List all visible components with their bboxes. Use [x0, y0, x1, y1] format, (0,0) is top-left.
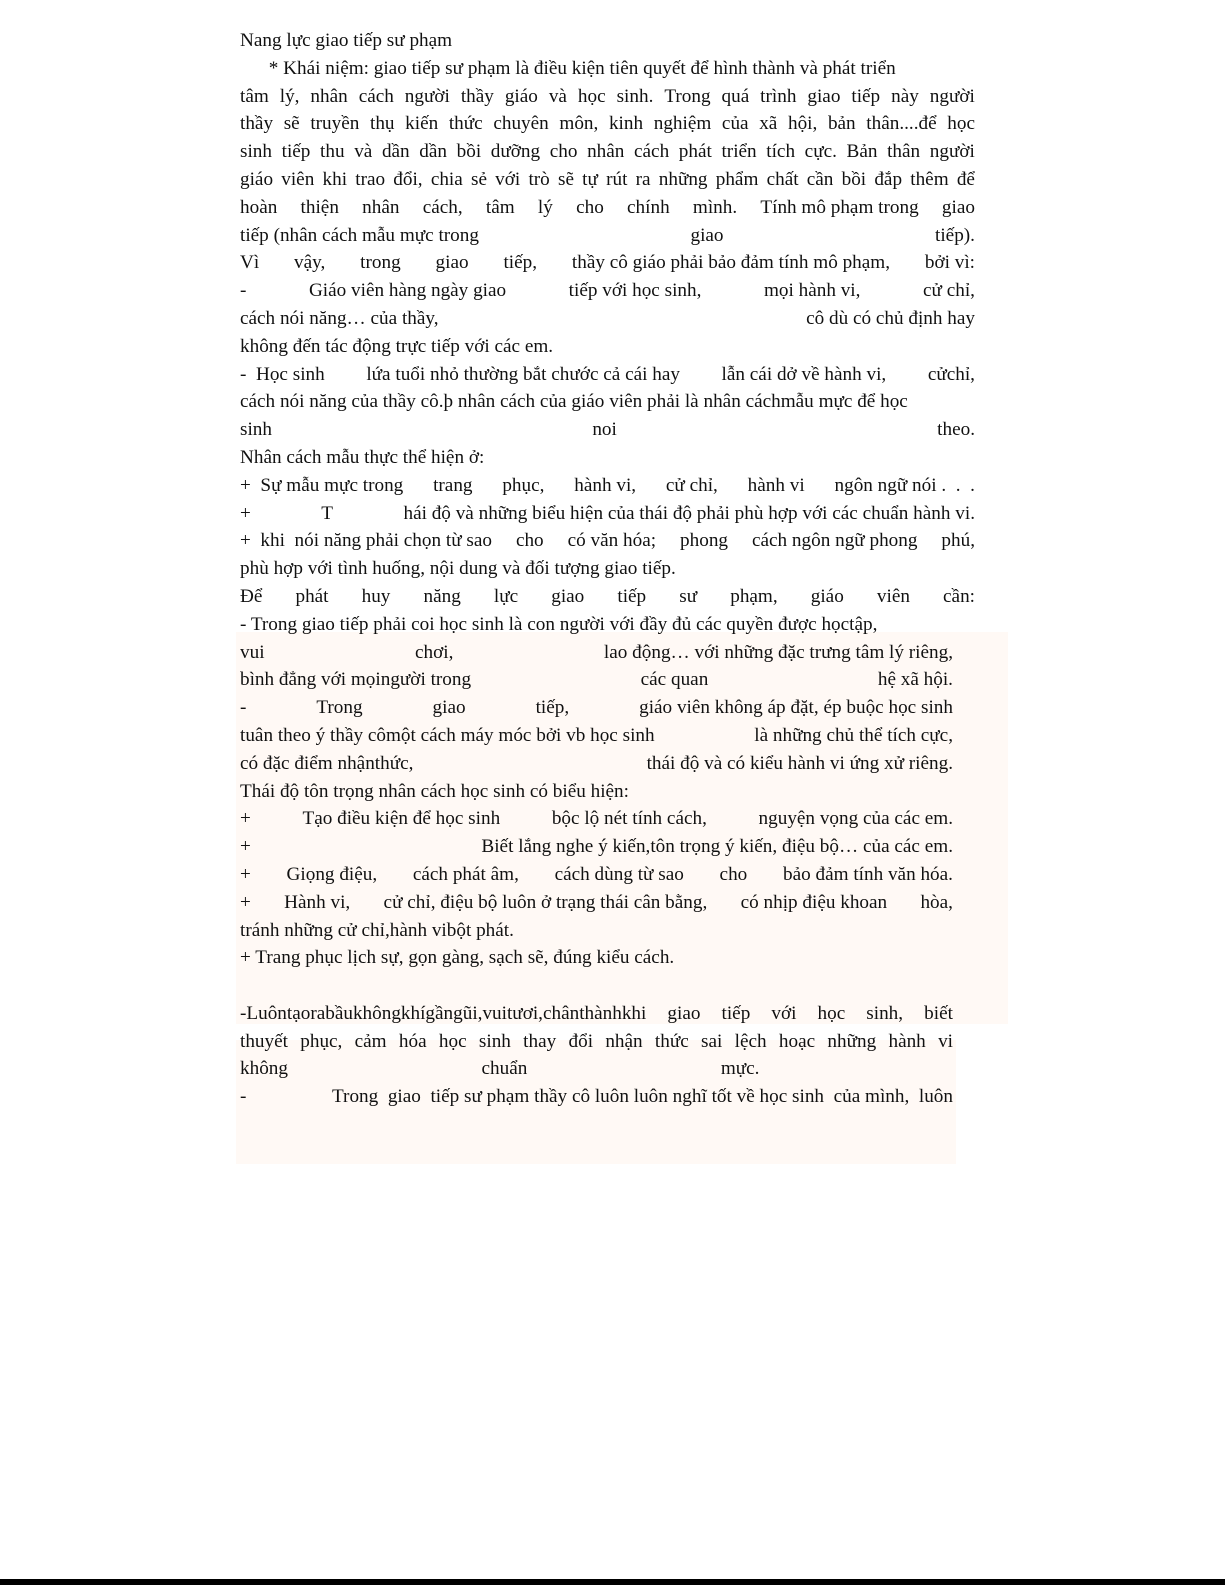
text-segment: viên: [876, 585, 910, 607]
text-segment: Vì: [240, 252, 260, 274]
text-segment: là những chủ thể tích cực,: [754, 724, 953, 746]
text-segment: vi: [938, 1030, 953, 1052]
text-segment: thuyết: [240, 1030, 288, 1052]
text-line: [240, 527, 975, 555]
text-segment: học: [438, 1030, 467, 1052]
text-segment: sinh: [240, 419, 272, 441]
text-segment: phong: [680, 530, 729, 552]
text-segment: hóa: [398, 1030, 427, 1052]
text-segment: của: [721, 113, 749, 135]
text-segment: tự: [582, 168, 598, 190]
text-line: [240, 583, 975, 611]
text-segment: cực.: [804, 141, 837, 163]
text-segment: hành: [888, 1030, 926, 1052]
text-line: [240, 639, 953, 667]
text-segment: lao động… với những đặc trưng tâm lý riêng,: [603, 641, 953, 663]
text-segment: quá: [721, 85, 750, 107]
text-line: [240, 833, 953, 861]
text-segment: hội,: [787, 113, 818, 135]
text-segment: tiếp: [721, 1002, 751, 1024]
page-bottom-border: [0, 1579, 1225, 1585]
text-segment: cảm: [354, 1030, 387, 1052]
text-segment: trao: [355, 168, 386, 190]
text-line: [240, 861, 953, 889]
text-segment: sinh.: [616, 85, 654, 107]
text-segment: với: [771, 1002, 797, 1024]
text-segment: Thái độ tôn trọng nhân cách học sinh có biểu hiện:: [240, 780, 629, 802]
text-segment: bởi vì:: [924, 252, 975, 274]
text-line: [240, 166, 975, 194]
text-segment: người: [929, 85, 975, 107]
text-segment: cách nói năng của thầy cô.þ nhân cách của giáo viên phải là nhân cáchmẫu mực để học: [240, 391, 908, 413]
text-segment: tiếp,: [535, 697, 570, 719]
text-segment: giáo viên không áp đặt, ép buộc học sinh: [639, 697, 953, 719]
text-segment: thêm: [910, 168, 949, 190]
text-segment: cách dùng từ sao: [554, 863, 684, 885]
text-segment: với: [495, 168, 521, 190]
text-segment: Trong: [664, 85, 711, 107]
text-segment: những: [658, 168, 708, 190]
text-segment: Tính mô phạm trong: [760, 196, 919, 218]
text-segment: người: [929, 141, 975, 163]
text-segment: bảo đảm tính văn hóa.: [782, 863, 953, 885]
text-segment: mình.: [692, 196, 738, 218]
text-segment: dần: [381, 141, 410, 163]
text-segment: cần: [806, 168, 834, 190]
text-segment: biết: [924, 1002, 953, 1024]
text-segment: rút: [606, 168, 628, 190]
text-segment: T: [321, 502, 334, 524]
text-segment: có đặc điểm nhậnthức,: [240, 752, 414, 774]
text-segment: bình đẳng với mọingười trong: [240, 669, 472, 691]
text-line: [240, 917, 975, 945]
text-segment: có văn hóa;: [567, 530, 657, 552]
text-segment: trò: [528, 168, 550, 190]
text-segment: thụ: [369, 113, 395, 135]
text-segment: thái độ và có kiểu hành vi ứng xử riêng.: [646, 752, 953, 774]
text-segment: và: [548, 85, 567, 107]
text-segment: phú,: [941, 530, 975, 552]
text-segment: bản: [827, 113, 856, 135]
text-segment: những: [827, 1030, 877, 1052]
text-segment: thu: [320, 141, 345, 163]
text-segment: học: [817, 1002, 846, 1024]
document-body: [240, 27, 975, 1111]
text-segment: cần:: [943, 585, 975, 607]
text-segment: đổi,: [393, 168, 423, 190]
text-line: [240, 110, 975, 138]
text-segment: cách,: [422, 196, 463, 218]
text-segment: giao: [667, 1002, 701, 1024]
text-segment: cử chỉ, điệu bộ luôn ở trạng thái cân bằng,: [383, 891, 708, 913]
text-segment: +: [240, 891, 251, 913]
text-segment: mực.: [720, 1058, 760, 1080]
text-line: [240, 277, 975, 305]
text-segment: Biết lắng nghe ý kiến,tôn trọng ý kiến, điệu bộ… của các em.: [481, 836, 953, 858]
text-segment: thầy: [460, 85, 494, 107]
text-segment: +: [240, 502, 251, 524]
text-line: [240, 27, 975, 55]
text-line: [240, 694, 953, 722]
text-segment: giáo: [504, 85, 538, 107]
text-segment: ra: [635, 168, 651, 190]
text-segment: Nhân cách mẫu thực thể hiện ở:: [240, 446, 485, 468]
text-segment: cho: [549, 141, 578, 163]
text-line: [240, 194, 975, 222]
text-line: [240, 444, 975, 472]
text-segment: giao: [690, 224, 724, 246]
text-segment: này: [891, 85, 919, 107]
text-segment: bồi: [456, 141, 482, 163]
text-segment: tiếp với học sinh,: [568, 280, 702, 302]
text-segment: giao: [941, 196, 975, 218]
text-segment: Giọng điệu,: [286, 863, 378, 885]
text-segment: trình: [760, 85, 797, 107]
text-segment: cử chỉ,: [665, 474, 718, 496]
text-segment: tránh những cử chỉ,hành vibột phát.: [240, 919, 514, 941]
text-segment: phạm,: [730, 585, 778, 607]
text-segment: +: [240, 863, 251, 885]
text-segment: tiếp).: [935, 224, 975, 246]
text-line: [240, 55, 975, 83]
text-segment: hoàn: [240, 196, 278, 218]
text-segment: dưỡng: [490, 141, 541, 163]
text-segment: cách: [634, 141, 670, 163]
text-segment: thầy: [240, 113, 274, 135]
text-segment: kinh: [608, 113, 644, 135]
text-segment: không: [240, 1058, 288, 1080]
text-segment: nhận: [605, 1030, 643, 1052]
text-segment: -: [240, 1086, 247, 1108]
text-segment: chính: [627, 196, 670, 218]
text-line: [240, 944, 975, 972]
text-segment: hái độ và những biểu hiện của thái độ phải phù hợp với các chuẩn hành vi.: [403, 502, 975, 524]
text-line: [240, 1055, 953, 1083]
text-segment: cửchỉ,: [927, 363, 975, 385]
text-line: [240, 388, 975, 416]
text-segment: giáo: [810, 585, 844, 607]
text-segment: Nang lực giao tiếp sư phạm: [240, 30, 453, 51]
text-segment: thân: [887, 141, 921, 163]
text-segment: sẽ: [557, 168, 574, 190]
text-segment: có nhịp điệu khoan: [740, 891, 888, 913]
text-segment: thức: [654, 1030, 689, 1052]
text-segment: cho: [719, 863, 748, 885]
text-segment: hành vi: [747, 474, 805, 496]
text-segment: và: [354, 141, 373, 163]
text-segment: giao: [432, 697, 466, 719]
text-segment: cô dù có chủ định hay: [806, 307, 975, 329]
text-segment: bộc lộ nét tính cách,: [551, 808, 707, 830]
text-line: [240, 305, 975, 333]
text-segment: thân....để: [866, 113, 937, 135]
text-line: [240, 249, 975, 277]
text-segment: Trong: [316, 697, 363, 719]
text-segment: hòa,: [920, 891, 953, 913]
text-segment: sinh: [240, 141, 272, 163]
text-segment: xã: [759, 113, 778, 135]
text-segment: cho: [576, 196, 604, 218]
text-segment: năng: [423, 585, 461, 607]
text-segment: -: [240, 697, 247, 719]
text-segment: tiếp,: [503, 252, 538, 274]
text-segment: Trong giao tiếp sư phạm thầy cô luôn luôn nghĩ tốt về học sinh của mình, luôn: [332, 1086, 953, 1108]
text-segment: cách: [358, 85, 394, 107]
text-segment: sẽ: [283, 113, 300, 135]
text-segment: + khi nói năng phải chọn từ sao: [240, 530, 492, 552]
text-segment: lẫn cái dở về hành vi,: [721, 363, 887, 385]
text-segment: hoạc: [778, 1030, 816, 1052]
text-segment: môn,: [559, 113, 599, 135]
text-segment: chia: [430, 168, 463, 190]
text-line: [240, 222, 975, 250]
text-segment: lý: [537, 196, 553, 218]
text-segment: tiếp: [851, 85, 881, 107]
text-segment: bồi: [841, 168, 867, 190]
text-line: [240, 972, 975, 1000]
text-segment: lực: [493, 585, 519, 607]
text-segment: giao: [551, 585, 585, 607]
text-segment: +: [240, 836, 251, 858]
text-line: [240, 1083, 953, 1111]
text-segment: khi: [322, 168, 348, 190]
text-segment: thay: [523, 1030, 557, 1052]
text-segment: cho: [515, 530, 544, 552]
text-segment: tâm: [485, 196, 515, 218]
text-segment: nghiệm: [653, 113, 712, 135]
text-segment: - Học sinh: [240, 363, 325, 385]
text-segment: noi: [592, 419, 617, 441]
text-segment: phù hợp với tình huống, nội dung và đối tượng giao tiếp.: [240, 558, 676, 580]
text-segment: ngôn ngữ nói . . .: [834, 474, 975, 496]
text-segment: đổi: [568, 1030, 594, 1052]
text-segment: phẩm: [715, 168, 759, 190]
text-segment: đắp: [874, 168, 903, 190]
text-segment: * Khái niệm: giao tiếp sư phạm là điều kiện tiên quyết để hình thành và phát triển: [240, 57, 896, 79]
text-segment: cách phát âm,: [412, 863, 519, 885]
text-segment: Giáo viên hàng ngày giao: [308, 280, 507, 302]
text-line: [240, 666, 953, 694]
text-segment: -: [240, 280, 247, 302]
text-segment: tuân theo ý thầy cômột cách máy móc bởi vb học sinh: [240, 724, 655, 746]
text-segment: chơi,: [415, 641, 454, 663]
text-line: [240, 889, 953, 917]
text-segment: sẻ: [470, 168, 487, 190]
text-segment: -Luôntạorabầukhôngkhígầngũi,vuitươi,chânthànhkhi: [240, 1002, 647, 1024]
text-segment: +: [240, 808, 251, 830]
text-segment: chuyên: [493, 113, 549, 135]
text-segment: tích: [766, 141, 796, 163]
text-segment: thầy cô giáo phải bảo đảm tính mô phạm,: [571, 252, 891, 274]
text-line: [240, 611, 953, 639]
text-segment: người: [404, 85, 450, 107]
text-segment: mọi hành vi,: [763, 280, 861, 302]
text-segment: nguyện vọng của các em.: [758, 808, 953, 830]
text-segment: phát: [295, 585, 329, 607]
text-segment: triển: [721, 141, 757, 163]
text-segment: Bản: [846, 141, 878, 163]
text-segment: truyền: [310, 113, 360, 135]
text-segment: tiếp (nhân cách mẫu mực trong: [240, 224, 479, 246]
text-segment: viên: [281, 168, 315, 190]
text-segment: Tạo điều kiện để học sinh: [302, 808, 501, 830]
text-segment: cách ngôn ngữ phong: [751, 530, 918, 552]
text-segment: huy: [361, 585, 391, 607]
text-segment: Hành vi,: [284, 891, 351, 913]
text-segment: phục,: [300, 1030, 343, 1052]
text-segment: cách nói năng… của thầy,: [240, 307, 439, 329]
text-segment: vậy,: [294, 252, 326, 274]
text-segment: sinh: [478, 1030, 511, 1052]
text-line: [240, 1028, 953, 1056]
text-line: [240, 500, 975, 528]
text-segment: kiến: [405, 113, 439, 135]
text-segment: sai: [701, 1030, 723, 1052]
text-segment: theo.: [937, 419, 975, 441]
text-line: [240, 1000, 953, 1028]
text-segment: để: [956, 168, 975, 190]
text-segment: - Trong giao tiếp phải coi học sinh là con người với đầy đủ các quyền được họctập,: [240, 613, 878, 635]
text-line: [240, 416, 975, 444]
text-line: [240, 472, 975, 500]
text-line: [240, 333, 975, 361]
text-segment: sư: [679, 585, 698, 607]
text-line: [240, 138, 975, 166]
text-line: [240, 555, 975, 583]
text-segment: giao: [435, 252, 469, 274]
text-segment: học: [947, 113, 975, 135]
text-segment: cử chỉ,: [923, 280, 975, 302]
text-segment: giáo: [240, 168, 274, 190]
text-line: [240, 83, 975, 111]
text-segment: lứa tuổi nhỏ thường bắt chước cả cái hay: [366, 363, 680, 385]
text-segment: chất: [766, 168, 799, 190]
text-segment: + Sự mẫu mực trong: [240, 474, 404, 496]
text-line: [240, 778, 975, 806]
text-segment: + Trang phục lịch sự, gọn gàng, sạch sẽ, đúng kiểu cách.: [240, 947, 675, 969]
text-segment: không đến tác động trực tiếp với các em.: [240, 335, 554, 357]
text-line: [240, 805, 953, 833]
text-segment: nhân: [310, 85, 348, 107]
text-segment: các quan: [640, 669, 709, 691]
text-line: [240, 361, 975, 389]
text-segment: tâm: [240, 85, 269, 107]
text-segment: chuẩn: [481, 1058, 528, 1080]
text-segment: sinh,: [866, 1002, 904, 1024]
text-segment: phục,: [502, 474, 545, 496]
text-segment: tiếp: [617, 585, 647, 607]
text-segment: trang: [433, 474, 473, 496]
text-segment: phát: [678, 141, 712, 163]
text-segment: Để: [240, 585, 263, 607]
text-line: [240, 722, 953, 750]
text-segment: học: [577, 85, 606, 107]
text-segment: vui: [240, 641, 265, 663]
text-segment: nhân: [362, 196, 400, 218]
text-segment: thức: [448, 113, 483, 135]
text-segment: thiện: [300, 196, 339, 218]
text-segment: hành vi,: [574, 474, 637, 496]
text-segment: trong: [360, 252, 401, 274]
text-segment: tiếp: [281, 141, 311, 163]
text-segment: hệ xã hội.: [877, 669, 953, 691]
text-segment: lệch: [734, 1030, 767, 1052]
text-segment: dần: [419, 141, 447, 163]
text-segment: nhân: [587, 141, 625, 163]
text-segment: lý,: [279, 85, 300, 107]
text-segment: giao: [807, 85, 841, 107]
text-line: [240, 750, 953, 778]
